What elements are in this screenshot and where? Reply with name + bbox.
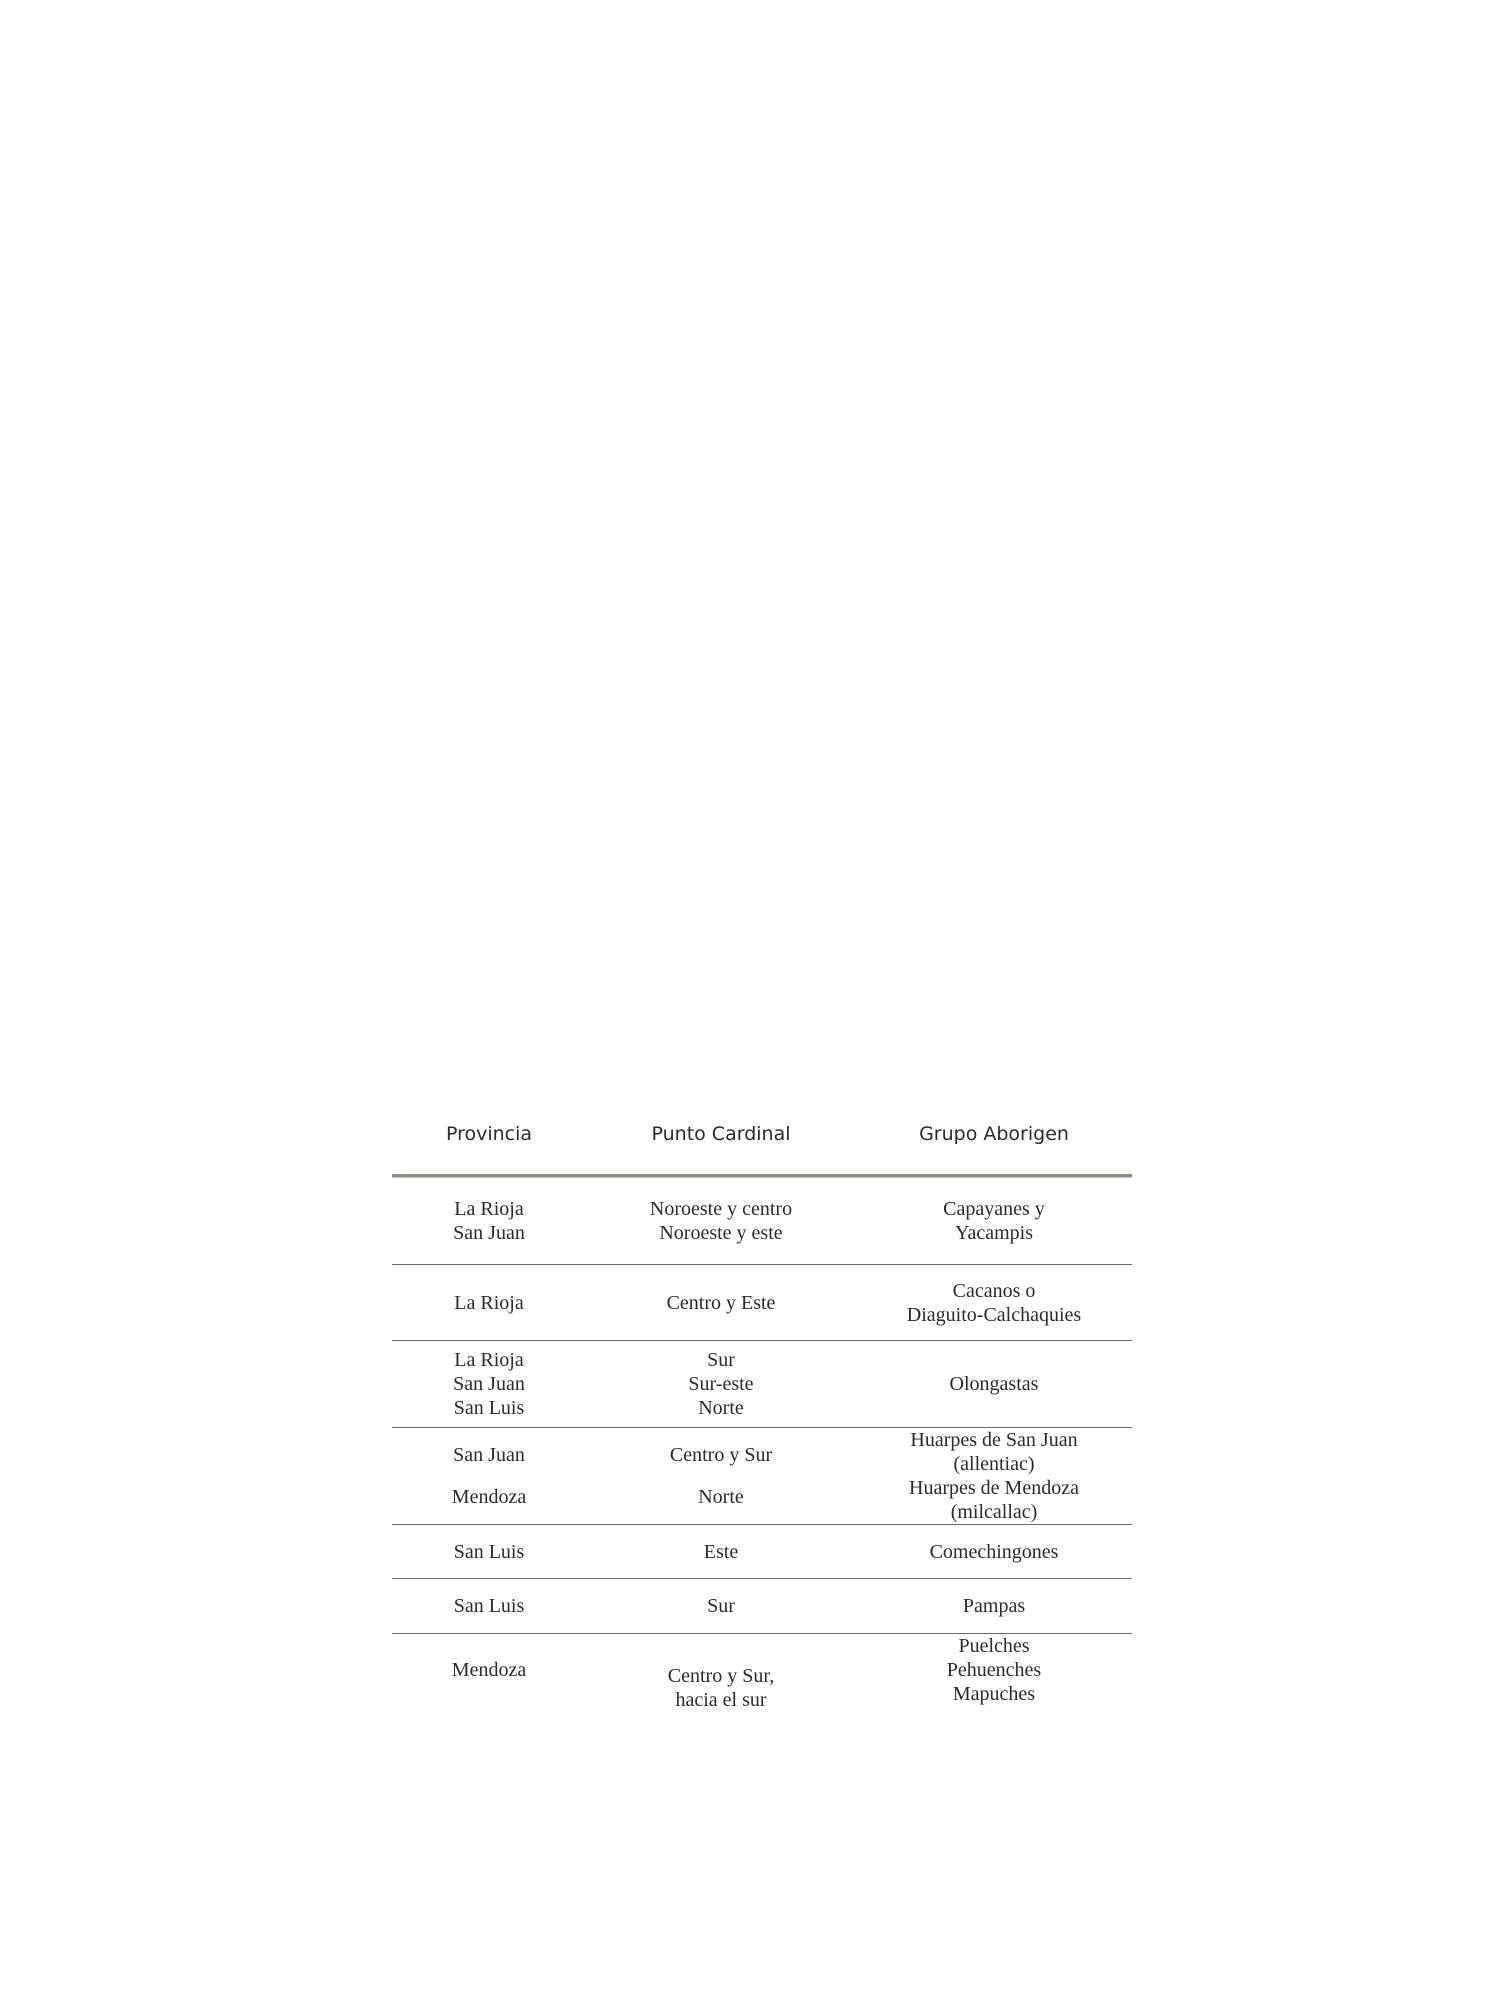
cell-line: Mendoza bbox=[451, 1486, 527, 1508]
cell-line: Este bbox=[703, 1540, 739, 1563]
cell-punto-cardinal bbox=[586, 1579, 856, 1633]
cell-line: (allentiac) bbox=[953, 1453, 1035, 1475]
cell-grupo-aborigen bbox=[856, 1525, 1132, 1578]
cell-line: Cacanos o bbox=[952, 1279, 1036, 1302]
cell-line: Centro y Sur bbox=[669, 1444, 773, 1466]
cell-line: San Juan bbox=[453, 1222, 525, 1244]
table-header-row bbox=[392, 1096, 1132, 1172]
table-row bbox=[392, 1634, 1132, 1714]
cell-punto-cardinal bbox=[586, 1428, 856, 1524]
cell-grupo-aborigen bbox=[856, 1579, 1132, 1633]
table-row bbox=[392, 1341, 1132, 1428]
cell-line: Mendoza bbox=[451, 1659, 527, 1681]
header-grupo-aborigen: Grupo Aborigen bbox=[919, 1123, 1069, 1145]
cell-line: (milcallac) bbox=[950, 1501, 1038, 1523]
cell-punto-cardinal bbox=[586, 1634, 856, 1714]
cell-punto-cardinal bbox=[586, 1341, 856, 1427]
cell-line: Centro y Sur, bbox=[667, 1665, 775, 1687]
cell-line: Sur bbox=[707, 1349, 735, 1371]
aboriginal-groups-table bbox=[392, 1096, 1132, 1714]
cell-line: Comechingones bbox=[929, 1540, 1059, 1563]
cell-line: San Luis bbox=[453, 1397, 525, 1419]
cell-line: San Juan bbox=[453, 1444, 525, 1466]
cell-provincia bbox=[392, 1428, 586, 1524]
header-provincia: Provincia bbox=[445, 1123, 533, 1145]
cell-line: Puelches bbox=[958, 1635, 1030, 1657]
cell-line: Centro y Este bbox=[666, 1291, 776, 1314]
cell-line: Huarpes de Mendoza bbox=[909, 1477, 1079, 1499]
cell-line: San Luis bbox=[453, 1595, 525, 1617]
table-row bbox=[392, 1579, 1132, 1634]
cell-line: San Luis bbox=[453, 1540, 525, 1563]
cell-provincia bbox=[392, 1265, 586, 1340]
cell-line: Sur-este bbox=[688, 1373, 754, 1395]
cell-provincia bbox=[392, 1341, 586, 1427]
cell-line: Sur bbox=[707, 1595, 735, 1617]
cell-line: Norte bbox=[698, 1397, 744, 1419]
cell-line: La Rioja bbox=[454, 1291, 524, 1314]
cell-grupo-aborigen bbox=[856, 1428, 1132, 1524]
cell-line: hacia el sur bbox=[675, 1689, 767, 1711]
cell-grupo-aborigen bbox=[856, 1178, 1132, 1264]
cell-line: Pehuenches bbox=[946, 1659, 1042, 1681]
table-row bbox=[392, 1428, 1132, 1525]
table-row bbox=[392, 1525, 1132, 1579]
table-row bbox=[392, 1265, 1132, 1341]
cell-line: La Rioja bbox=[454, 1198, 524, 1220]
cell-line: Yacampis bbox=[955, 1222, 1033, 1244]
cell-provincia bbox=[392, 1579, 586, 1633]
cell-line: La Rioja bbox=[454, 1349, 524, 1371]
cell-grupo-aborigen bbox=[856, 1634, 1132, 1714]
cell-line: Noroeste y centro bbox=[649, 1198, 793, 1220]
cell-line: San Juan bbox=[453, 1373, 525, 1395]
cell-provincia bbox=[392, 1634, 586, 1714]
header-punto-cardinal: Punto Cardinal bbox=[651, 1123, 791, 1145]
cell-grupo-aborigen bbox=[856, 1265, 1132, 1340]
cell-punto-cardinal bbox=[586, 1178, 856, 1264]
table-row bbox=[392, 1178, 1132, 1265]
cell-line: Olongastas bbox=[949, 1373, 1039, 1395]
cell-line: Huarpes de San Juan bbox=[910, 1429, 1078, 1451]
cell-line: Diaguito-Calchaquies bbox=[906, 1303, 1082, 1326]
cell-provincia bbox=[392, 1525, 586, 1578]
cell-line: Capayanes y bbox=[943, 1198, 1045, 1220]
cell-punto-cardinal bbox=[586, 1525, 856, 1578]
cell-line: Mapuches bbox=[952, 1683, 1036, 1705]
cell-line: Norte bbox=[698, 1486, 744, 1508]
cell-punto-cardinal bbox=[586, 1265, 856, 1340]
cell-provincia bbox=[392, 1178, 586, 1264]
cell-grupo-aborigen bbox=[856, 1341, 1132, 1427]
cell-line: Pampas bbox=[962, 1595, 1026, 1617]
cell-line: Noroeste y este bbox=[659, 1222, 783, 1244]
